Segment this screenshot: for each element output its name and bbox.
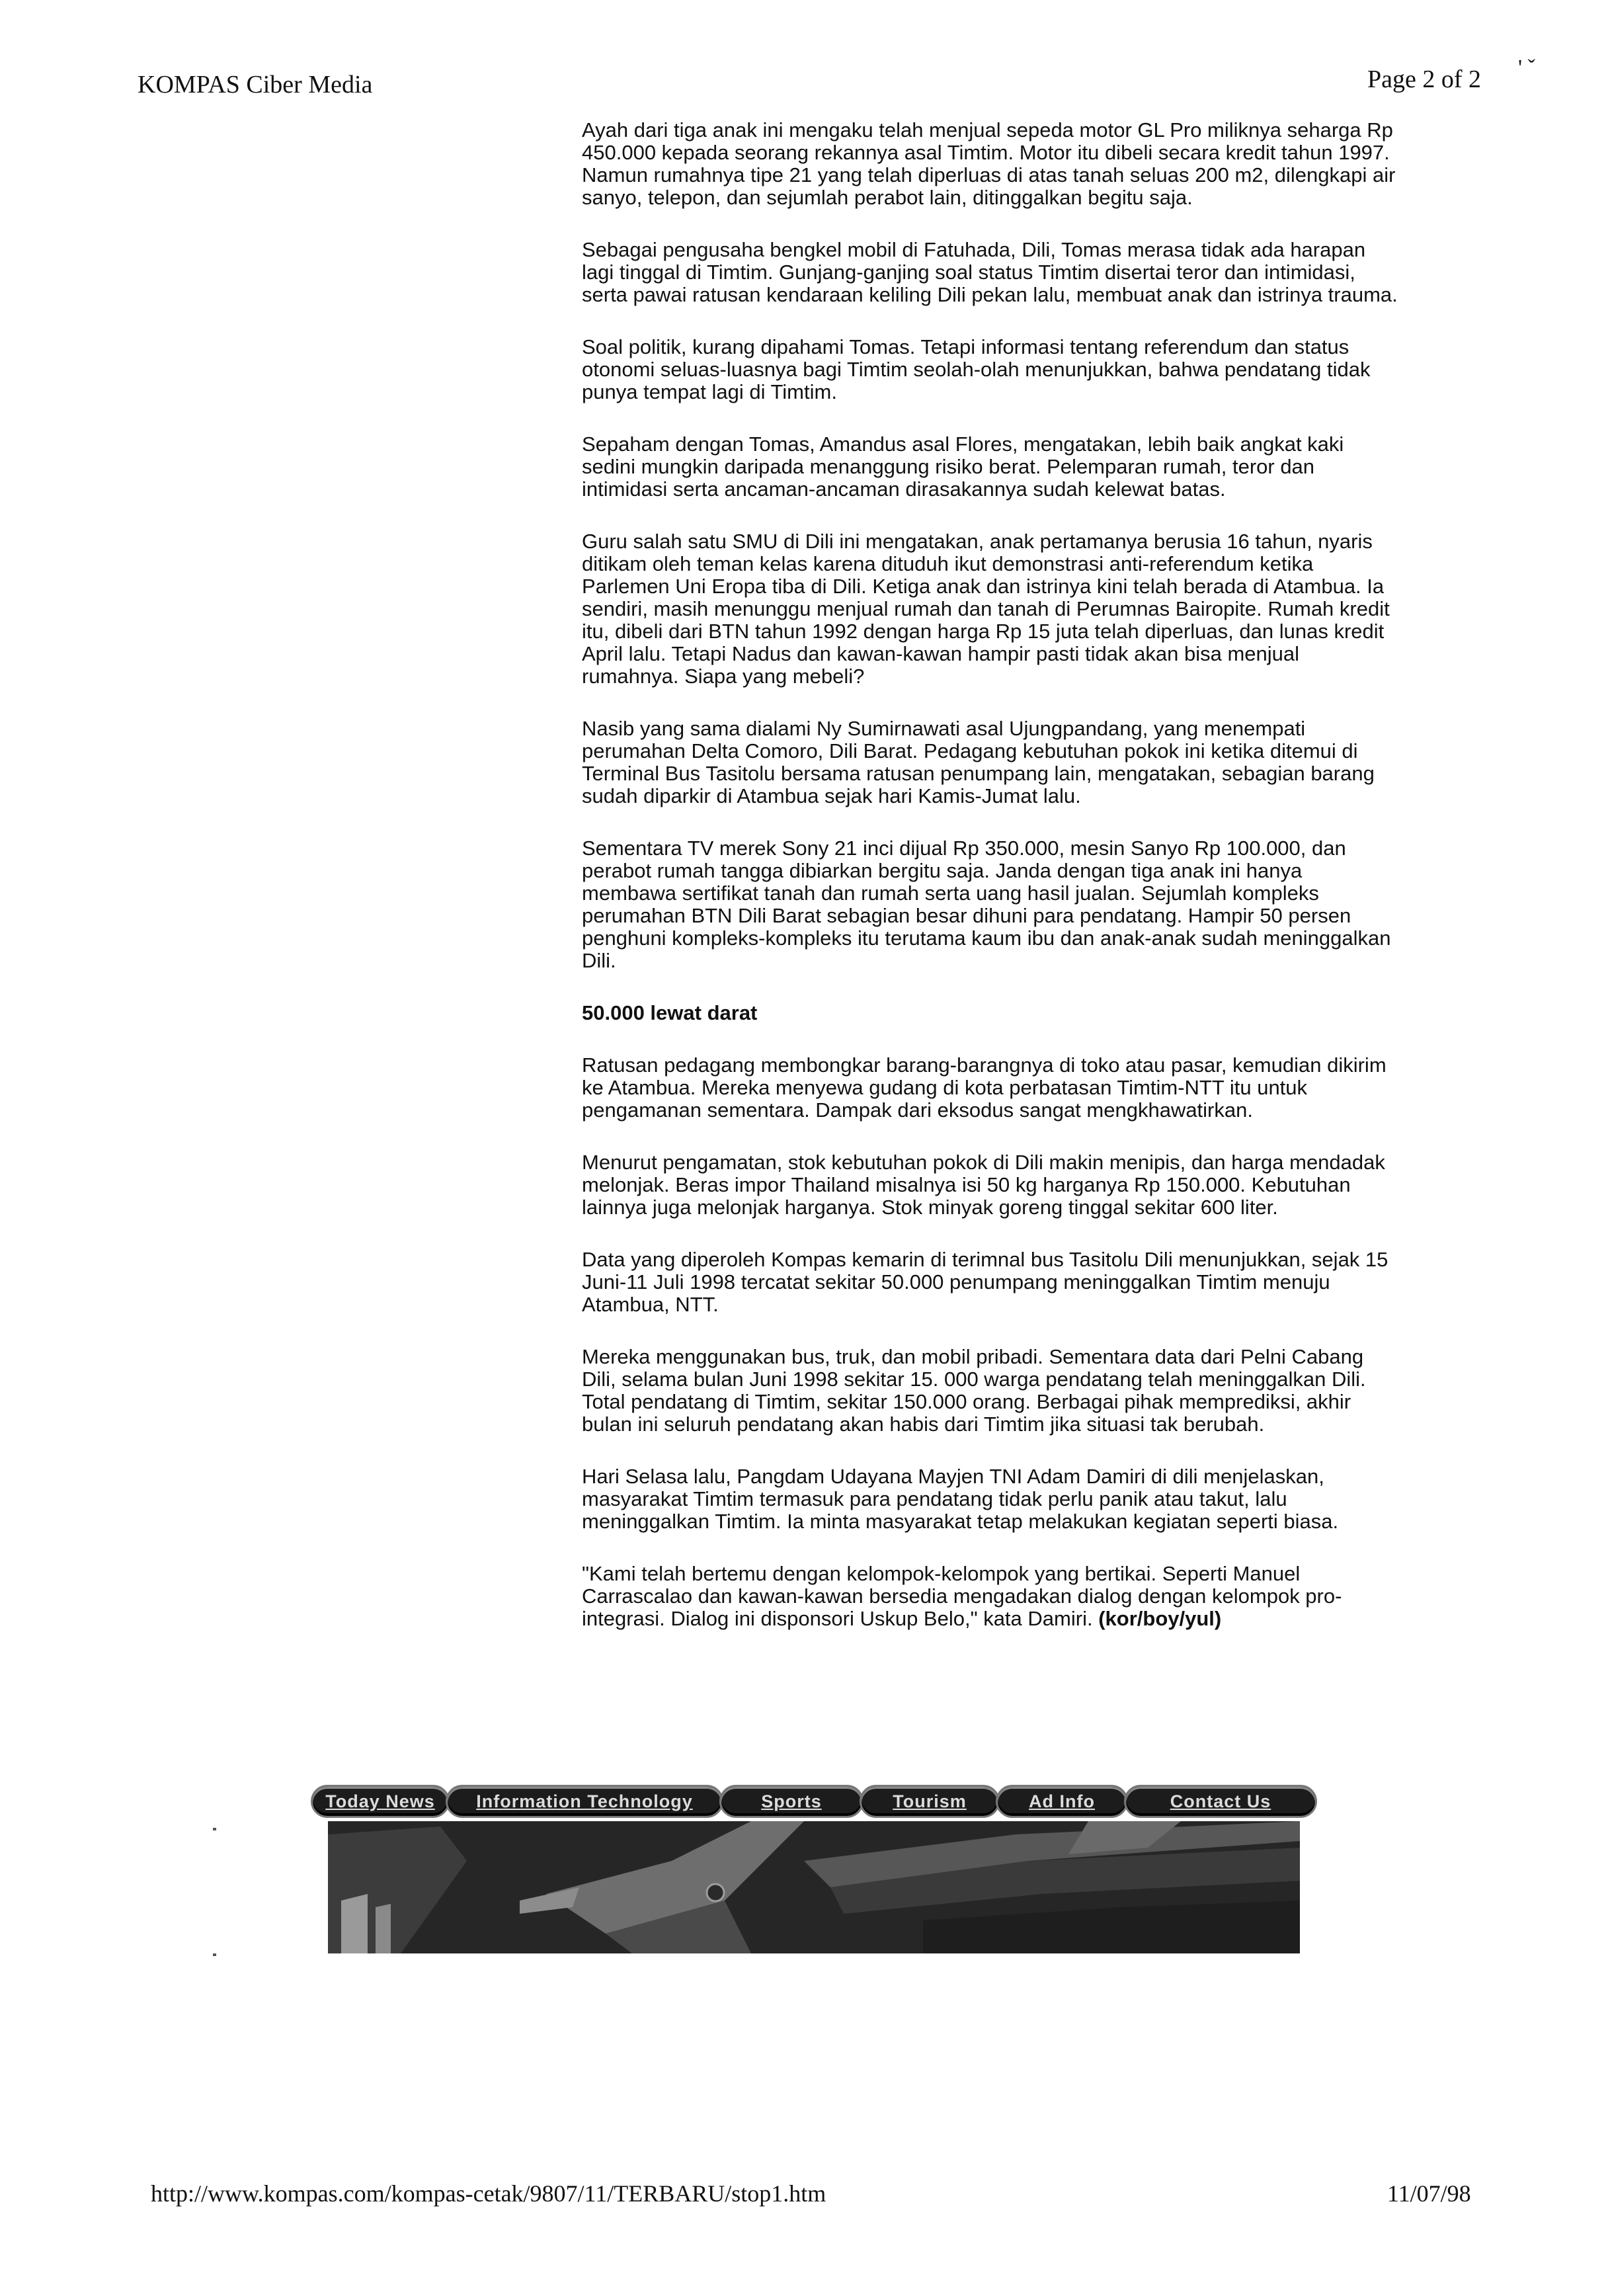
- nav-contact-us[interactable]: Contact Us: [1124, 1785, 1317, 1818]
- nav-today-news[interactable]: Today News: [311, 1785, 450, 1818]
- article-paragraph: Ayah dari tiga anak ini mengaku telah menjual sepeda motor GL Pro miliknya seharga Rp 450.000 kepada seorang rekannya asal Timtim. Motor itu dibeli secara kredit tahun 1997. Namun rumahnya tipe 21 yang telah diperluas di atas tanah seluas 200 m2, dilengkapi air sanyo, telepon, dan sejumlah perabot lain, ditinggalkan begitu saja.: [582, 118, 1396, 209]
- article-paragraph: Mereka menggunakan bus, truk, dan mobil pribadi. Sementara data dari Pelni Cabang Dili, selama bulan Juni 1998 sekitar 15. 000 warga pendatang telah meninggalkan Dili. Total pendatang di Timtim, sekitar 150.000 orang. Berbagai pihak memprediksi, akhir bulan ini seluruh pendatang akan habis dari Timtim jika situasi tak berubah.: [582, 1345, 1366, 1436]
- article-paragraph: Ratusan pedagang membongkar barang-barangnya di toko atau pasar, kemudian dikirim ke Atambua. Mereka menyewa gudang di kota perbatasan Timtim-NTT itu untuk pengamanan sementara. Dampak dari eksodus sangat mengkhawatirkan.: [582, 1053, 1387, 1122]
- article-paragraph: Menurut pengamatan, stok kebutuhan pokok di Dili makin menipis, dan harga mendadak melonjak. Beras impor Thailand misalnya isi 50 kg harganya Rp 150.000. Kebutuhan lainnya juga melonjak harganya. Stok minyak goreng tinggal sekitar 600 liter.: [582, 1151, 1385, 1219]
- footer-banner-image: [328, 1821, 1300, 1953]
- nav-information-technology[interactable]: Information Technology: [446, 1785, 723, 1818]
- banner-graphic: [328, 1821, 1300, 1953]
- nav-ad-info[interactable]: Ad Info: [996, 1785, 1128, 1818]
- article-paragraph: Sebagai pengusaha bengkel mobil di Fatuhada, Dili, Tomas merasa tidak ada harapan lagi tinggal di Timtim. Gunjang-ganjing soal status Timtim disertai teror dan intimidasi, serta pawai ratusan kendaraan keliling Dili pekan lalu, membuat anak dan istrinya trauma.: [582, 238, 1398, 306]
- scan-mark: [213, 1953, 216, 1956]
- page-indicator: Page 2 of 2: [1367, 65, 1482, 93]
- scan-mark: [213, 1828, 216, 1830]
- article-subheading: 50.000 lewat darat: [582, 1001, 758, 1024]
- print-date: 11/07/98: [1387, 2180, 1471, 2207]
- site-navigation: [311, 1783, 1322, 1820]
- article-body: [582, 119, 1402, 1660]
- author-signoff: (kor/boy/yul): [1098, 1607, 1222, 1630]
- article-paragraph: Hari Selasa lalu, Pangdam Udayana Mayjen TNI Adam Damiri di dili menjelaskan, masyarakat Timtim termasuk para pendatang tidak perlu panik atau takut, lalu meninggalkan Timtim. Ia minta masyarakat tetap melakukan kegiatan seperti biasa.: [582, 1465, 1339, 1533]
- article-paragraph: Nasib yang sama dialami Ny Sumirnawati asal Ujungpandang, yang menempati perumahan Delta Comoro, Dili Barat. Pedagang kebutuhan pokok ini ketika ditemui di Terminal Bus Tasitolu bersama ratusan penumpang lain, mengatakan, sebagian barang sudah diparkir di Atambua sejak hari Kamis-Jumat lalu.: [582, 717, 1375, 807]
- page-url: http://www.kompas.com/kompas-cetak/9807/11/TERBARU/stop1.htm: [151, 2180, 826, 2207]
- nav-tourism[interactable]: Tourism: [860, 1785, 1000, 1818]
- closing-quote: "Kami telah bertemu dengan kelompok-kelompok yang bertikai. Seperti Manuel Carrascalao dan kawan-kawan bersedia mengadakan dialog dengan kelompok pro-integrasi. Dialog ini disponsori Uskup Belo," kata Damiri.: [582, 1562, 1342, 1630]
- corner-marks: ' ˇ: [1518, 56, 1535, 80]
- site-title: KOMPAS Ciber Media: [138, 71, 373, 99]
- article-paragraph: Sepaham dengan Tomas, Amandus asal Flores, mengatakan, lebih baik angkat kaki sedini mungkin daripada menanggung risiko berat. Pelemparan rumah, teror dan intimidasi serta ancaman-ancaman dirasakannya sudah kelewat batas.: [582, 432, 1344, 501]
- article-paragraph: Guru salah satu SMU di Dili ini mengatakan, anak pertamanya berusia 16 tahun, nyaris ditikam oleh teman kelas karena dituduh ikut demonstrasi anti-referendum ketika Parlemen Uni Eropa tiba di Dili. Ketiga anak dan istrinya kini telah berada di Atambua. Ia sendiri, masih menunggu menjual rumah dan tanah di Perumnas Bairopite. Rumah kredit itu, dibeli dari BTN tahun 1992 dengan harga Rp 15 juta telah diperluas, dan lunas kredit April lalu. Tetapi Nadus dan kawan-kawan hampir pasti tidak akan bisa menjual rumahnya. Siapa yang mebeli?: [582, 530, 1390, 688]
- article-paragraph: Soal politik, kurang dipahami Tomas. Tetapi informasi tentang referendum dan status otonomi seluas-luasnya bagi Timtim seolah-olah menunjukkan, bahwa pendatang tidak punya tempat lagi di Timtim.: [582, 335, 1371, 403]
- article-paragraph: Data yang diperoleh Kompas kemarin di terimnal bus Tasitolu Dili menunjukkan, sejak 15 Juni-11 Juli 1998 tercatat sekitar 50.000 penumpang meninggalkan Timtim menuju Atambua, NTT.: [582, 1248, 1388, 1316]
- nav-sports[interactable]: Sports: [719, 1785, 864, 1818]
- article-paragraph: Sementara TV merek Sony 21 inci dijual Rp 350.000, mesin Sanyo Rp 100.000, dan perabot rumah tangga dibiarkan bergitu saja. Janda dengan tiga anak ini hanya membawa sertifikat tanah dan rumah serta uang hasil jualan. Sejumlah kompleks perumahan BTN Dili Barat sebagian besar dihuni para pendatang. Hampir 50 persen penghuni kompleks-kompleks itu terutama kaum ibu dan anak-anak sudah meninggalkan Dili.: [582, 837, 1391, 972]
- article-closing: [582, 1563, 1402, 1630]
